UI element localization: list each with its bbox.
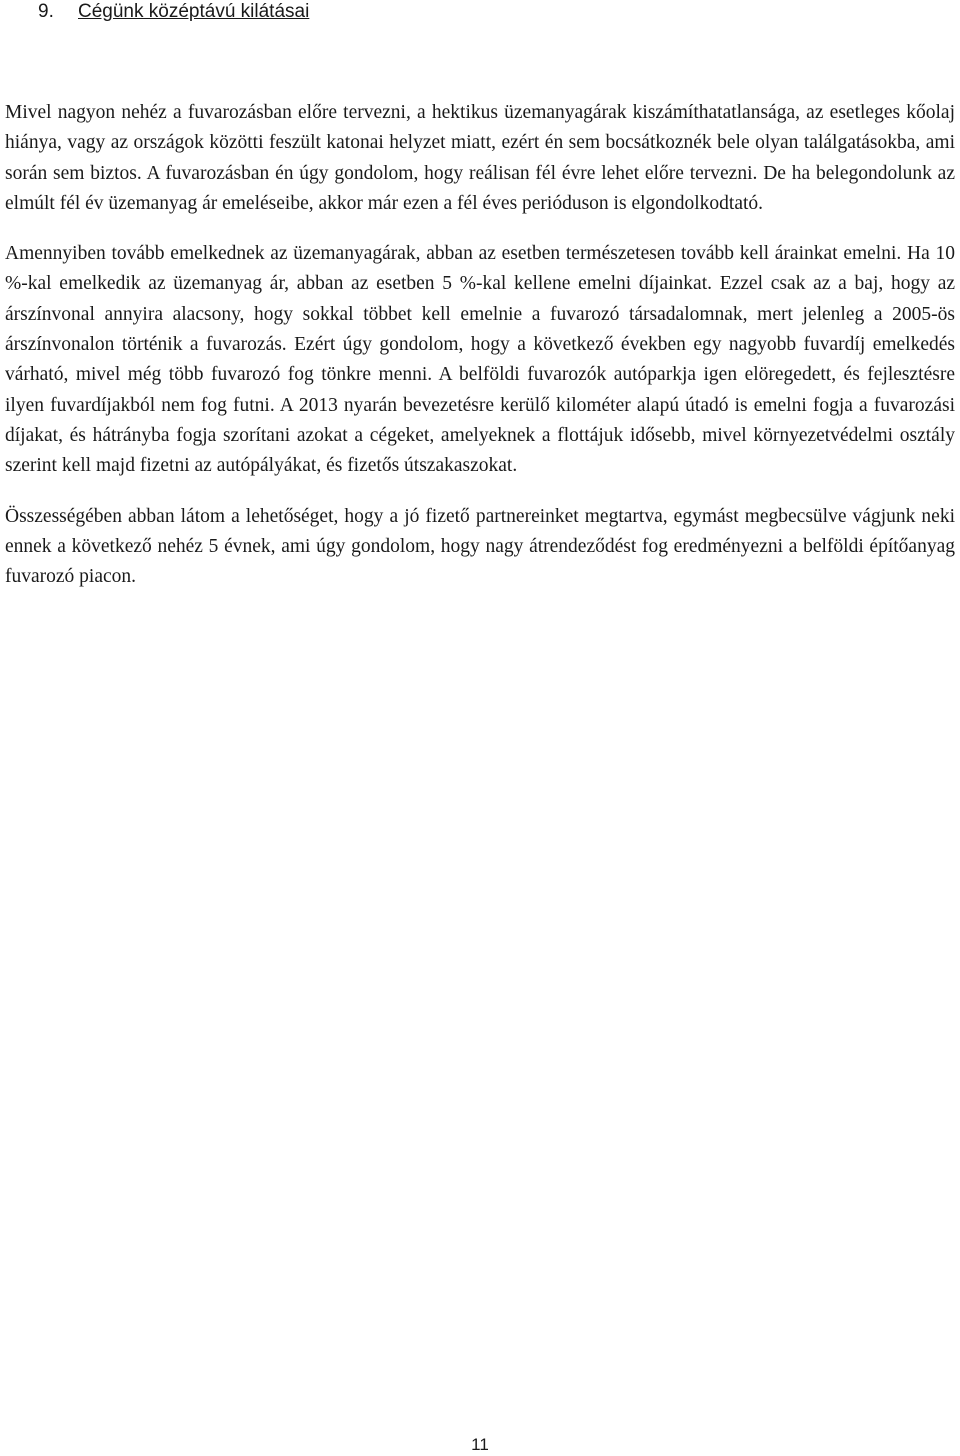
paragraph-price-increase: Amennyiben tovább emelkednek az üzemanyagárak, abban az esetben természetesen tovább kell árainkat emelni. Ha 10 %-kal emelkedik az üzemanyag ár, abban az esetben 5 %-kal kellene emelni díjainkat. Ezzel csak az a baj, hogy az árszínvonal annyira alacsony, hogy sokkal többet kell emelnie a fuvarozó társadalomnak, mert jelenleg a 2005-ös árszínvonalon történik a fuvarozás. Ezért úgy gondolom, hogy a következő években egy nagyobb fuvardíj emelkedés várható, mivel még több fuvarozó fog tönkre menni. A belföldi fuvarozók autóparkja igen elöregedett, és fejlesztésre ilyen fuvardíjakból nem fog futni. A 2013 nyarán bevezetésre kerülő kilométer alapú útadó is emelni fogja a fuvarozási díjakat, és hátrányba fogja szorítani azokat a cégeket, amelyeknek a flottájuk idősebb, mivel környezetvédelmi osztály szerint kell majd fizetni az autópályákat, és fizetős útszakaszokat. — [5, 243, 955, 477]
paragraph-fuel-planning: Mivel nagyon nehéz a fuvarozásban előre tervezni, a hektikus üzemanyagárak kiszámíthatatlansága, az esetleges kőolaj hiánya, vagy az országok közötti feszült katonai helyzet miatt, ezért én sem bocsátkoznék bele olyan találgatásokba, ami során sem biztos. A fuvarozásban én úgy gondolom, hogy reálisan fél évre lehet előre tervezni. De ha belegondolunk az elmúlt fél év üzemanyag ár emeléseibe, akkor már ezen a fél éves perióduson is elgondolkodtató. — [5, 102, 955, 214]
paragraph-summary: Összességében abban látom a lehetőséget, hogy a jó fizető partnereinket megtartva, egymást megbecsülve vágjunk neki ennek a következő nehéz 5 évnek, ami úgy gondolom, hogy nagy átrendeződést fog eredményezni a belföldi építőanyag fuvarozó piacon. — [5, 505, 955, 588]
document-body — [5, 98, 955, 612]
section-title: Cégünk középtávú kilátásai — [78, 1, 310, 22]
section-heading — [38, 0, 309, 24]
section-number: 9. — [38, 1, 54, 22]
page-number: 11 — [471, 1435, 489, 1454]
